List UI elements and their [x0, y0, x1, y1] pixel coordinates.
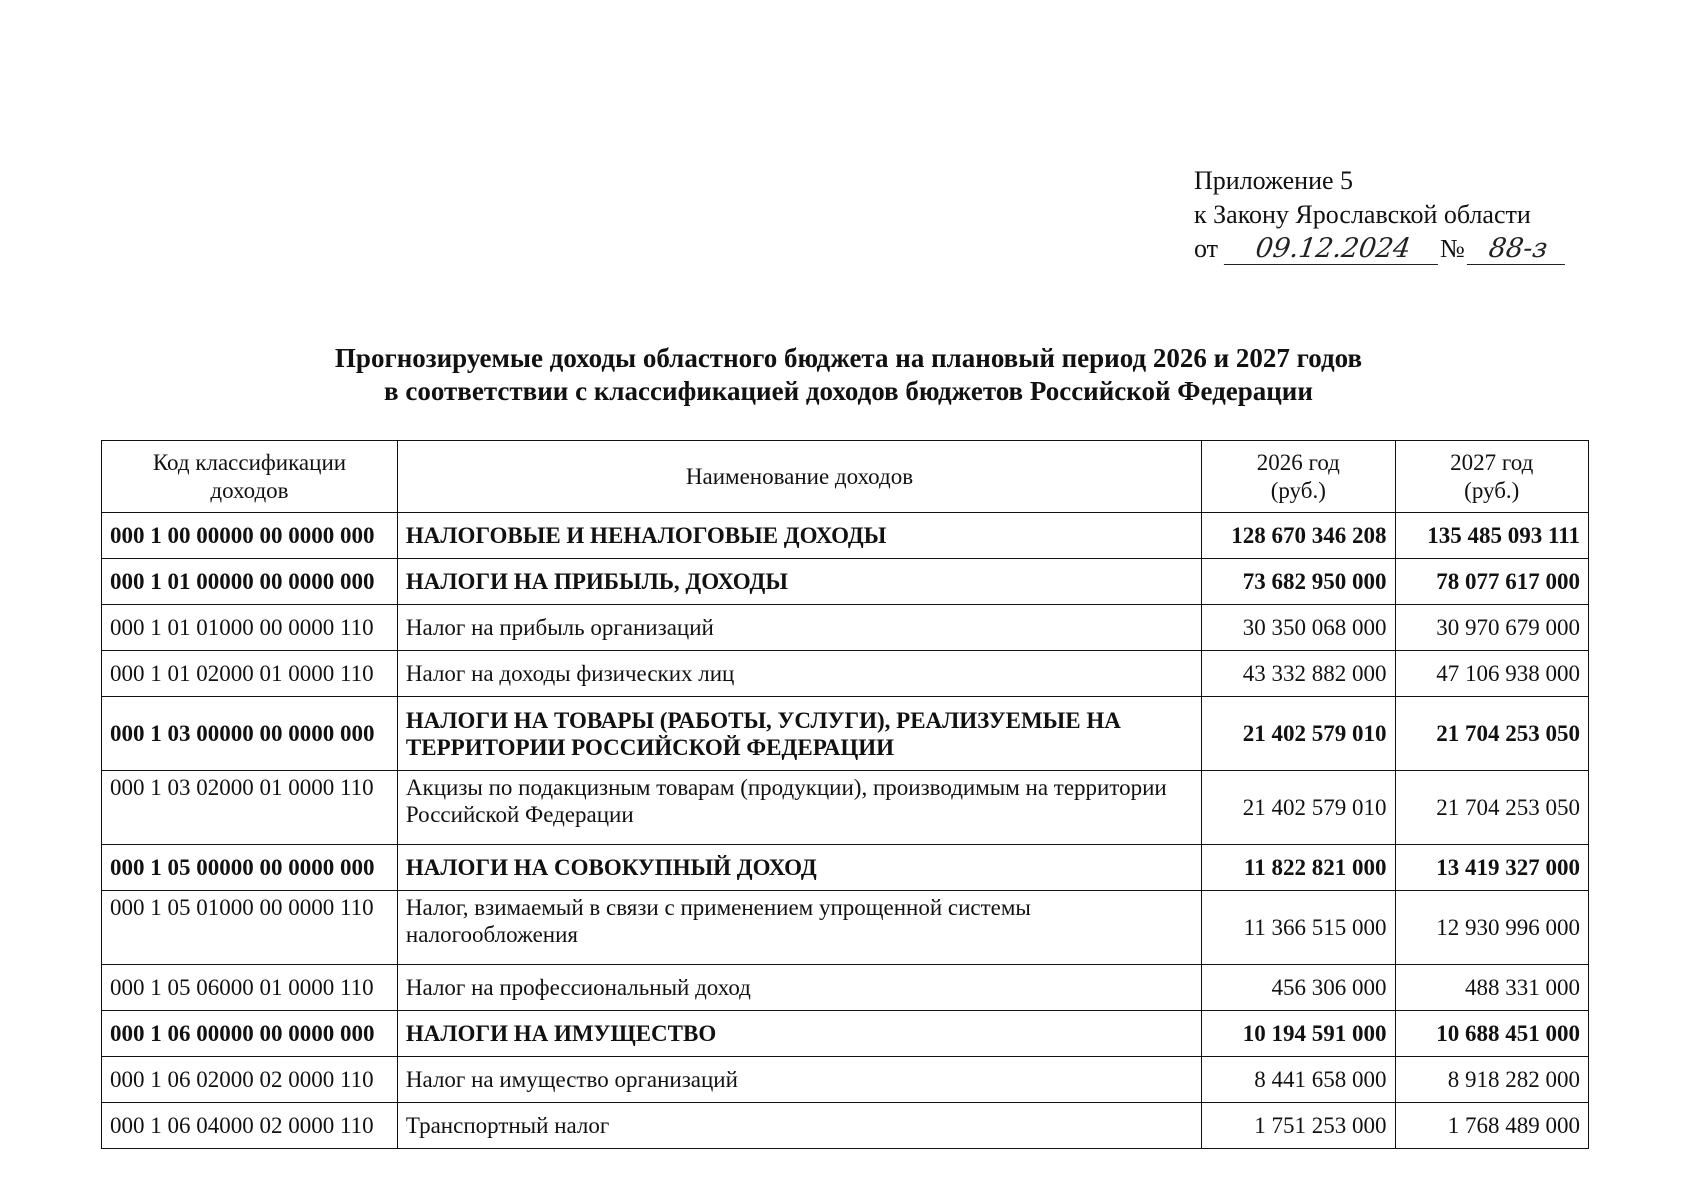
appendix-date-line — [1194, 232, 1567, 266]
cell-2026: 128 670 346 208 — [1202, 513, 1395, 559]
table-row — [102, 965, 1589, 1011]
appendix-law-reference: к Закону Ярославской области — [1194, 200, 1531, 229]
table-row — [102, 845, 1589, 891]
table-body — [102, 513, 1589, 1149]
appendix-title: Приложение 5 — [1194, 166, 1354, 195]
table-row — [102, 651, 1589, 697]
cell-code: 000 1 01 01000 00 0000 110 — [102, 605, 398, 651]
cell-2027: 135 485 093 111 — [1395, 513, 1588, 559]
cell-2026: 11 366 515 000 — [1202, 891, 1395, 965]
header-2027: 2027 год (руб.) — [1395, 441, 1588, 513]
handwritten-number: 88-з — [1467, 234, 1569, 265]
revenue-table — [101, 440, 1589, 1149]
table-row — [102, 513, 1589, 559]
cell-name: НАЛОГИ НА СОВОКУПНЫЙ ДОХОД — [397, 845, 1201, 891]
cell-name: Налог, взимаемый в связи с применением упрощенной системы налогообложения — [397, 891, 1201, 965]
from-label: от — [1194, 234, 1219, 263]
cell-2027: 47 106 938 000 — [1395, 651, 1588, 697]
cell-2027: 12 930 996 000 — [1395, 891, 1588, 965]
header-name: Наименование доходов — [397, 441, 1201, 513]
table-row — [102, 771, 1589, 845]
cell-code: 000 1 01 00000 00 0000 000 — [102, 559, 398, 605]
cell-name: НАЛОГОВЫЕ И НЕНАЛОГОВЫЕ ДОХОДЫ — [397, 513, 1201, 559]
cell-2026: 456 306 000 — [1202, 965, 1395, 1011]
cell-code: 000 1 05 00000 00 0000 000 — [102, 845, 398, 891]
cell-name: НАЛОГИ НА ПРИБЫЛЬ, ДОХОДЫ — [397, 559, 1201, 605]
cell-2027: 488 331 000 — [1395, 965, 1588, 1011]
cell-name: НАЛОГИ НА ТОВАРЫ (РАБОТЫ, УСЛУГИ), РЕАЛИЗУЕМЫЕ НА ТЕРРИТОРИИ РОССИЙСКОЙ ФЕДЕРАЦИИ — [397, 697, 1201, 771]
cell-code: 000 1 00 00000 00 0000 000 — [102, 513, 398, 559]
table-row — [102, 559, 1589, 605]
cell-2027: 13 419 327 000 — [1395, 845, 1588, 891]
cell-name: Налог на имущество организаций — [397, 1057, 1201, 1103]
cell-2026: 73 682 950 000 — [1202, 559, 1395, 605]
table-row — [102, 891, 1589, 965]
cell-2027: 21 704 253 050 — [1395, 771, 1588, 845]
table-row — [102, 1103, 1589, 1149]
cell-code: 000 1 06 04000 02 0000 110 — [102, 1103, 398, 1149]
header-code: Код классификации доходов — [102, 441, 398, 513]
table-header-row — [102, 441, 1589, 513]
cell-2026: 8 441 658 000 — [1202, 1057, 1395, 1103]
cell-2026: 30 350 068 000 — [1202, 605, 1395, 651]
cell-2026: 21 402 579 010 — [1202, 697, 1395, 771]
table-row — [102, 1011, 1589, 1057]
cell-name: Налог на прибыль организаций — [397, 605, 1201, 651]
cell-2026: 10 194 591 000 — [1202, 1011, 1395, 1057]
cell-2026: 11 822 821 000 — [1202, 845, 1395, 891]
cell-code: 000 1 06 00000 00 0000 000 — [102, 1011, 398, 1057]
cell-name: Акцизы по подакцизным товарам (продукции), производимым на территории Российской Федерации — [397, 771, 1201, 845]
cell-2027: 1 768 489 000 — [1395, 1103, 1588, 1149]
cell-2027: 10 688 451 000 — [1395, 1011, 1588, 1057]
cell-code: 000 1 06 02000 02 0000 110 — [102, 1057, 398, 1103]
header-2026: 2026 год (руб.) — [1202, 441, 1395, 513]
title-line-2: в соответствии с классификацией доходов бюджетов Российской Федерации — [384, 376, 1313, 406]
cell-code: 000 1 01 02000 01 0000 110 — [102, 651, 398, 697]
cell-name: Налог на доходы физических лиц — [397, 651, 1201, 697]
cell-2026: 1 751 253 000 — [1202, 1103, 1395, 1149]
cell-2027: 78 077 617 000 — [1395, 559, 1588, 605]
cell-name: НАЛОГИ НА ИМУЩЕСТВО — [397, 1011, 1201, 1057]
cell-code: 000 1 05 06000 01 0000 110 — [102, 965, 398, 1011]
title-line-1: Прогнозируемые доходы областного бюджета на плановый период 2026 и 2027 годов — [334, 343, 1363, 373]
handwritten-date: 09.12.2024 — [1224, 234, 1442, 265]
cell-2027: 21 704 253 050 — [1395, 697, 1588, 771]
document-title — [0, 342, 1697, 408]
cell-2027: 30 970 679 000 — [1395, 605, 1588, 651]
cell-2026: 21 402 579 010 — [1202, 771, 1395, 845]
table-row — [102, 605, 1589, 651]
cell-2026: 43 332 882 000 — [1202, 651, 1395, 697]
cell-name: Транспортный налог — [397, 1103, 1201, 1149]
number-label: № — [1440, 234, 1465, 263]
table-row — [102, 697, 1589, 771]
cell-name: Налог на профессиональный доход — [397, 965, 1201, 1011]
cell-2027: 8 918 282 000 — [1395, 1057, 1588, 1103]
cell-code: 000 1 03 02000 01 0000 110 — [102, 771, 398, 845]
table-row — [102, 1057, 1589, 1103]
cell-code: 000 1 03 00000 00 0000 000 — [102, 697, 398, 771]
appendix-block — [1194, 164, 1567, 266]
cell-code: 000 1 05 01000 00 0000 110 — [102, 891, 398, 965]
